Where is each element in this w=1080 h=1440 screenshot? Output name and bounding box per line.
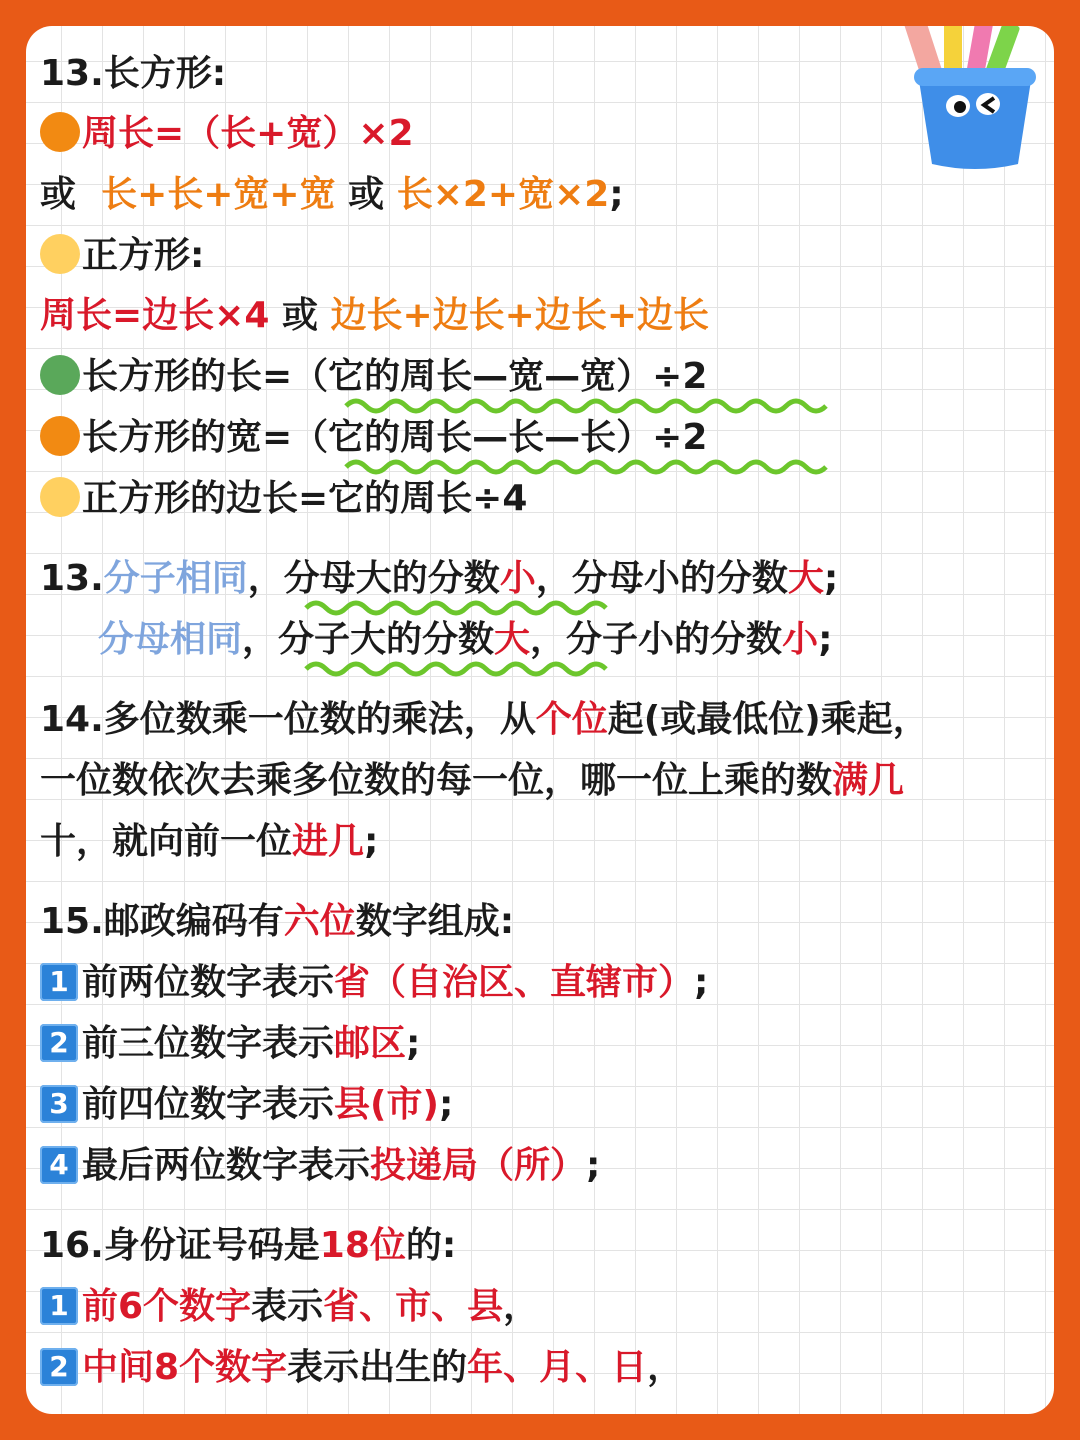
- square-side-line: 正方形的边长=它的周长÷4: [40, 475, 527, 523]
- number-2-icon: 2: [40, 1024, 78, 1062]
- multiplication-rule-line-2: 一位数依次去乘多位数的每一位，哪一位上乘的数满几: [40, 760, 905, 801]
- number-4-icon: 4: [40, 1146, 78, 1184]
- wavy-underline: [306, 657, 616, 681]
- content-card: [26, 26, 1054, 1414]
- square-title-line: 正方形:: [40, 232, 204, 280]
- id-number-title: 16.身份证号码是18位的:: [40, 1225, 457, 1266]
- postal-item: 1 前两位数字表示省（自治区、直辖市）;: [40, 959, 708, 1007]
- rect-length-line: 长方形的长=（它的周长—宽—宽）÷2: [40, 353, 707, 401]
- postal-item: 3 前四位数字表示县(市);: [40, 1081, 453, 1129]
- number-1-icon: 1: [40, 1287, 78, 1325]
- yellow-dot-icon: [40, 477, 80, 517]
- fraction-rule-line-2: 分母相同，分子大的分数大，分子小的分数小;: [98, 619, 833, 660]
- yellow-dot-icon: [40, 234, 80, 274]
- postal-item: 2 前三位数字表示邮区;: [40, 1020, 420, 1068]
- multiplication-rule-line-3: 十，就向前一位进几;: [40, 821, 379, 862]
- postal-code-title: 15.邮政编码有六位数字组成:: [40, 901, 515, 942]
- square-perimeter-line: 周长=边长×4 或 边长+边长+边长+边长: [40, 295, 709, 336]
- section-13a-title: 13.长方形:: [40, 53, 227, 94]
- postal-item: 4 最后两位数字表示投递局（所）;: [40, 1142, 600, 1190]
- rect-perimeter-alt-line: 或 长+长+宽+宽 或 长×2+宽×2;: [40, 174, 624, 215]
- number-1-icon: 1: [40, 963, 78, 1001]
- fraction-rule-line-1: 13.分子相同，分母大的分数小，分母小的分数大;: [40, 558, 839, 599]
- orange-dot-icon: [40, 112, 80, 152]
- rect-width-line: 长方形的宽=（它的周长—长—长）÷2: [40, 414, 707, 462]
- green-dot-icon: [40, 355, 80, 395]
- id-item: 2 中间8个数字表示出生的年、月、日，: [40, 1344, 683, 1392]
- rect-perimeter-line: 周长=（长+宽）×2: [40, 110, 414, 158]
- pencil-cup-icon: [900, 26, 1050, 170]
- orange-dot-icon: [40, 416, 80, 456]
- id-item: 1 前6个数字表示省、市、县，: [40, 1283, 539, 1331]
- number-2-icon: 2: [40, 1348, 78, 1386]
- multiplication-rule-line-1: 14.多位数乘一位数的乘法，从个位起(或最低位)乘起，: [40, 699, 929, 740]
- number-3-icon: 3: [40, 1085, 78, 1123]
